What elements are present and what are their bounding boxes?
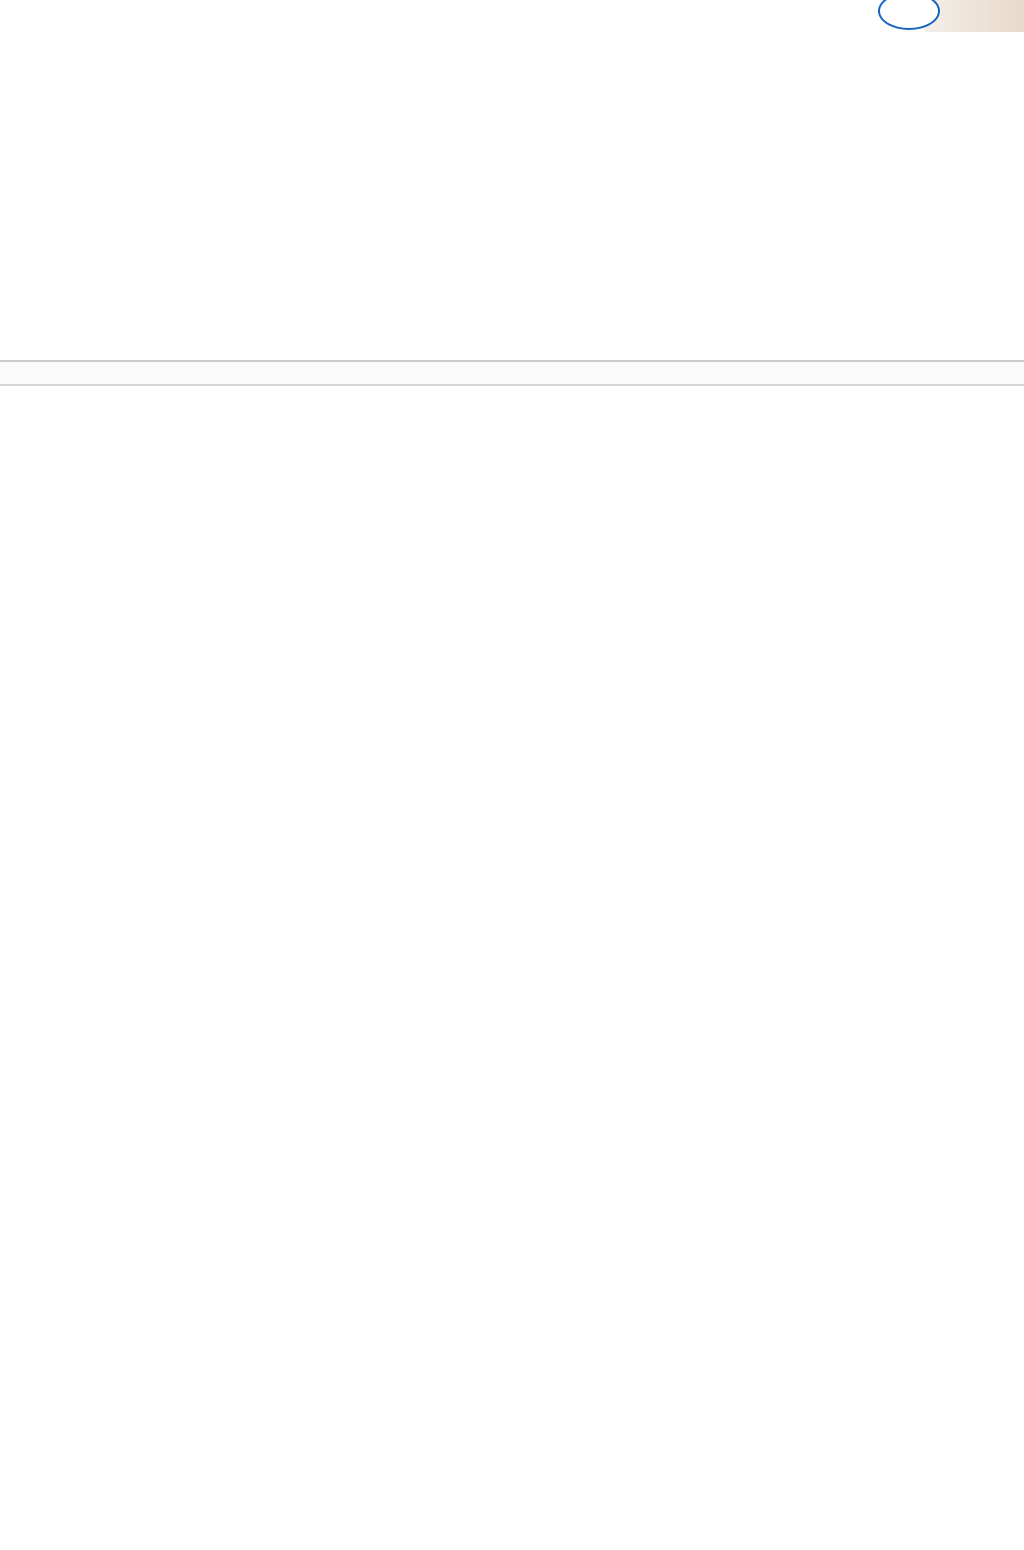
photo-corner: [924, 0, 1024, 32]
page-sheet-2: [0, 500, 1024, 1550]
page-divider: [0, 360, 1024, 386]
page-sheet-1: [0, 0, 1024, 360]
